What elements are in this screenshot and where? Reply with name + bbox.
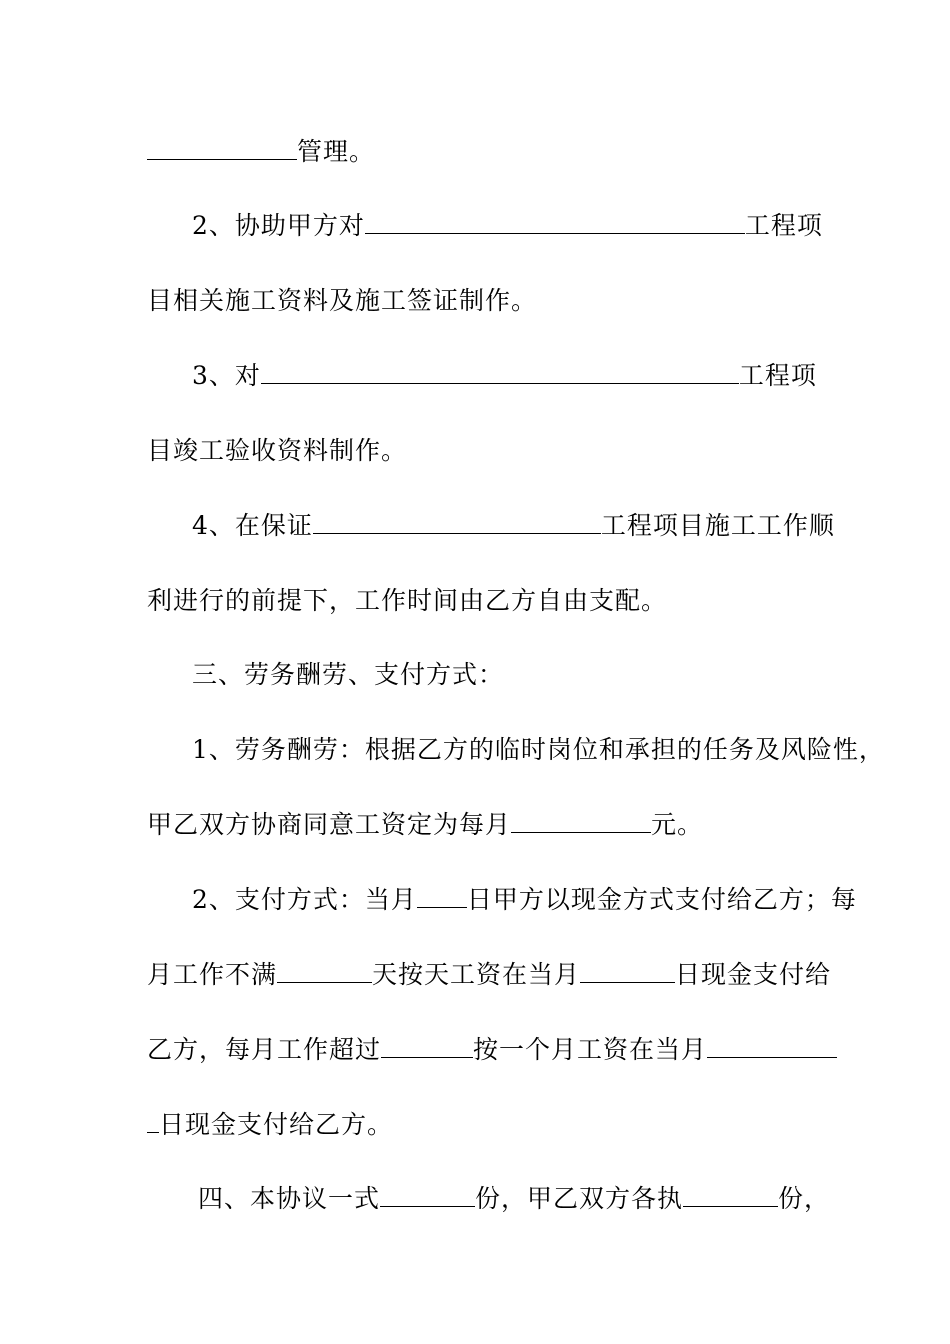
blank-field [381,1035,473,1058]
blank-field [683,1184,778,1207]
line-4: 3、对 工程项 [192,361,817,390]
blank-field [417,885,467,908]
blank-field [261,361,739,384]
line-11: 2、支付方式：当月 日甲方以现金方式支付给乙方；每 [192,885,857,914]
line-5: 目竣工验收资料制作。 [147,436,408,465]
blank-field [313,511,601,534]
section-heading-4: 四、本协议一式 份，甲乙双方各执 份， [198,1184,831,1213]
blank-field [511,810,651,833]
line-9: 1、劳务酬劳：根据乙方的临时岗位和承担的任务及风险性， [192,735,885,764]
blank-field [365,211,745,234]
blank-field [707,1035,837,1058]
blank-field [580,960,675,983]
blank-field [380,1184,475,1207]
line-3: 目相关施工资料及施工签证制作。 [147,286,538,315]
blank-field [277,960,372,983]
line-13: 乙方，每月工作超过 按一个月工资在当月 [147,1034,837,1066]
blank-field [147,137,297,160]
line-7: 利进行的前提下，工作时间由乙方自由支配。 [147,586,668,615]
line-12: 月工作不满 天按天工资在当月 日现金支付给 [147,960,832,989]
line-2: 2、协助甲方对 工程项 [192,211,823,240]
line-14: 日现金支付给乙方。 [147,1109,393,1141]
section-heading-3: 三、劳务酬劳、支付方式： [192,660,505,689]
line-1: 管理。 [147,136,375,168]
blank-field [147,1110,159,1133]
line-10: 甲乙双方协商同意工资定为每月 元。 [147,810,704,839]
line-6: 4、在保证 工程项目施工工作顺 [192,511,835,540]
